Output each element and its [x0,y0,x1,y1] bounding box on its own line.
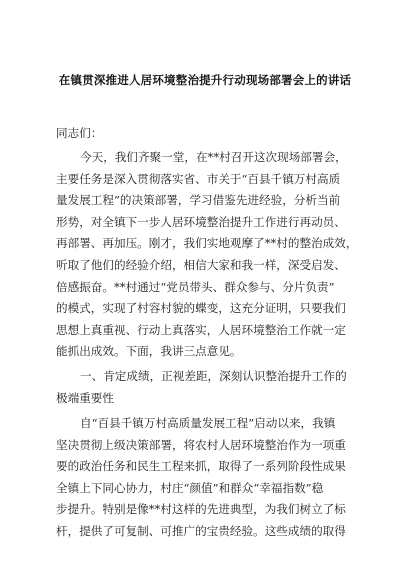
paragraph-line: 倍感振奋。**村通过“党员带头、群众参与、分片负责” [56,280,335,294]
paragraph-line: 的模式，实现了村容村貌的蝶变，这充分证明，只要我们 [56,301,346,315]
paragraph-line: 量发展工程”的决策部署，学习借鉴先进经验，分析当前 [56,193,341,207]
section-heading: 极端重要性 [56,391,114,405]
paragraph-line: 今天，我们齐聚一堂，在**村召开这次现场部署会， [80,150,347,164]
paragraph-line: 能抓出成效。下面，我讲三点意见。 [56,344,242,358]
paragraph-line: 思想上真重视、行动上真落实，人居环境整治工作就一定 [56,323,346,337]
paragraph-line: 全镇上下同心协力，村庄“颜值”和群众“幸福指数”稳 [56,481,324,495]
paragraph-line: 主要任务是深入贯彻落实省、市关于“百县千镇万村高质 [56,172,341,186]
paragraph-line: 听取了他们的经验介绍，相信大家和我一样，深受启发、 [56,258,346,272]
paragraph-line: 自“百县千镇万村高质量发展工程”启动以来，我镇 [80,416,336,430]
section-heading: 一、肯定成绩，正视差距，深刻认识整治提升工作的 [80,369,347,383]
salutation: 同志们： [56,126,103,140]
paragraph-line: 形势，对全镇下一步人居环境整治提升工作进行再动员、 [56,215,346,229]
paragraph-line: 杆，提供了可复制、可推广的宝贵经验。这些成绩的取得 [56,524,346,538]
document-title: 在镇贯深推进人居环境整治提升行动现场部署会上的讲话 [58,73,352,87]
paragraph-line: 步提升。特别是像**村这样的先进典型，为我们树立了标 [56,502,346,516]
paragraph-line: 要的政治任务和民生工程来抓，取得了一系列阶段性成果 [56,459,346,473]
paragraph-line: 再部署、再加压。刚才，我们实地观摩了**村的整治成效， [56,236,358,250]
paragraph-line: 坚决贯彻上级决策部署，将农村人居环境整治作为一项重 [56,438,346,452]
